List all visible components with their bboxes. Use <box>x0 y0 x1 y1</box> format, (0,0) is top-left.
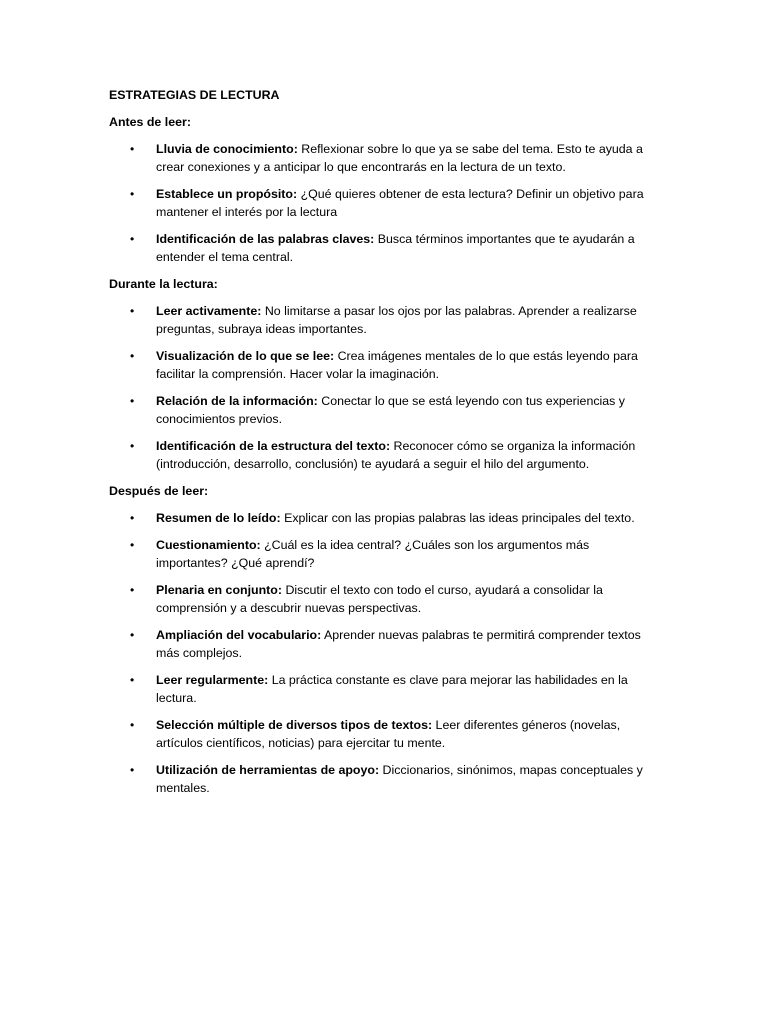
list-item <box>109 140 661 176</box>
item-text: Diccionarios, sinónimos, mapas conceptuales y mentales. <box>156 763 643 795</box>
bullet-icon: • <box>130 232 135 246</box>
item-term: Lluvia de conocimiento: <box>156 142 298 156</box>
section-heading-despues: Después de leer: <box>109 484 209 498</box>
item-term: Identificación de las palabras claves: <box>156 232 375 246</box>
list-item <box>109 509 661 527</box>
list-item <box>109 581 661 617</box>
bullet-icon: • <box>130 538 135 552</box>
item-term: Leer activamente: <box>156 304 262 318</box>
document-body <box>109 86 661 806</box>
item-text: Busca términos importantes que te ayudarán a entender el tema central. <box>156 232 635 264</box>
item-term: Leer regularmente: <box>156 673 269 687</box>
bullet-icon: • <box>130 349 135 363</box>
item-text: Conectar lo que se está leyendo con tus experiencias y conocimientos previos. <box>156 394 626 426</box>
list-item <box>109 230 661 266</box>
item-term: Utilización de herramientas de apoyo: <box>156 763 380 777</box>
list-item <box>109 437 661 473</box>
section-list-durante <box>109 302 661 473</box>
bullet-icon: • <box>130 142 135 156</box>
list-item <box>109 671 661 707</box>
item-text: ¿Qué quieres obtener de esta lectura? Definir un objetivo para mantener el interés por la lectura <box>156 187 644 219</box>
document-title: ESTRATEGIAS DE LECTURA <box>109 88 280 102</box>
bullet-icon: • <box>130 187 135 201</box>
section-list-despues <box>109 509 661 797</box>
item-text: Aprender nuevas palabras te permitirá comprender textos más complejos. <box>156 628 641 660</box>
item-term: Resumen de lo leído: <box>156 511 281 525</box>
bullet-icon: • <box>130 718 135 732</box>
item-term: Plenaria en conjunto: <box>156 583 282 597</box>
item-term: Ampliación del vocabulario: <box>156 628 322 642</box>
list-item <box>109 302 661 338</box>
bullet-icon: • <box>130 763 135 777</box>
item-text: No limitarse a pasar los ojos por las palabras. Aprender a realizarse preguntas, subraya ideas importantes. <box>156 304 637 336</box>
item-text: Explicar con las propias palabras las ideas principales del texto. <box>280 511 635 525</box>
bullet-icon: • <box>130 628 135 642</box>
bullet-icon: • <box>130 304 135 318</box>
item-text: Discutir el texto con todo el curso, ayudará a consolidar la comprensión y a descubrir nuevas perspectivas. <box>156 583 603 615</box>
bullet-icon: • <box>130 511 135 525</box>
bullet-icon: • <box>130 673 135 687</box>
section-heading-durante: Durante la lectura: <box>109 277 218 291</box>
list-item <box>109 761 661 797</box>
bullet-icon: • <box>130 583 135 597</box>
item-text: ¿Cuál es la idea central? ¿Cuáles son los argumentos más importantes? ¿Qué aprendí? <box>156 538 590 570</box>
list-item <box>109 716 661 752</box>
bullet-icon: • <box>130 394 135 408</box>
item-term: Establece un propósito: <box>156 187 298 201</box>
list-item <box>109 626 661 662</box>
item-text: Reconocer cómo se organiza la información (introducción, desarrollo, conclusión) te ayudará a seguir el hilo del argumento. <box>156 439 636 471</box>
bullet-icon: • <box>130 439 135 453</box>
item-text: La práctica constante es clave para mejorar las habilidades en la lectura. <box>156 673 628 705</box>
item-text: Leer diferentes géneros (novelas, artículos científicos, noticias) para ejercitar tu mente. <box>156 718 621 750</box>
item-term: Visualización de lo que se lee: <box>156 349 335 363</box>
item-text: Reflexionar sobre lo que ya se sabe del tema. Esto te ayuda a crear conexiones y a anticipar lo que encontrarás en la lectura de un texto. <box>156 142 643 174</box>
item-term: Relación de la información: <box>156 394 318 408</box>
item-term: Identificación de la estructura del texto: <box>156 439 391 453</box>
item-term: Selección múltiple de diversos tipos de textos: <box>156 718 433 732</box>
item-term: Cuestionamiento: <box>156 538 261 552</box>
list-item <box>109 536 661 572</box>
list-item <box>109 347 661 383</box>
list-item <box>109 392 661 428</box>
section-heading-antes: Antes de leer: <box>109 115 191 129</box>
list-item <box>109 185 661 221</box>
item-text: Crea imágenes mentales de lo que estás leyendo para facilitar la comprensión. Hacer volar la imaginación. <box>156 349 638 381</box>
section-list-antes <box>109 140 661 266</box>
